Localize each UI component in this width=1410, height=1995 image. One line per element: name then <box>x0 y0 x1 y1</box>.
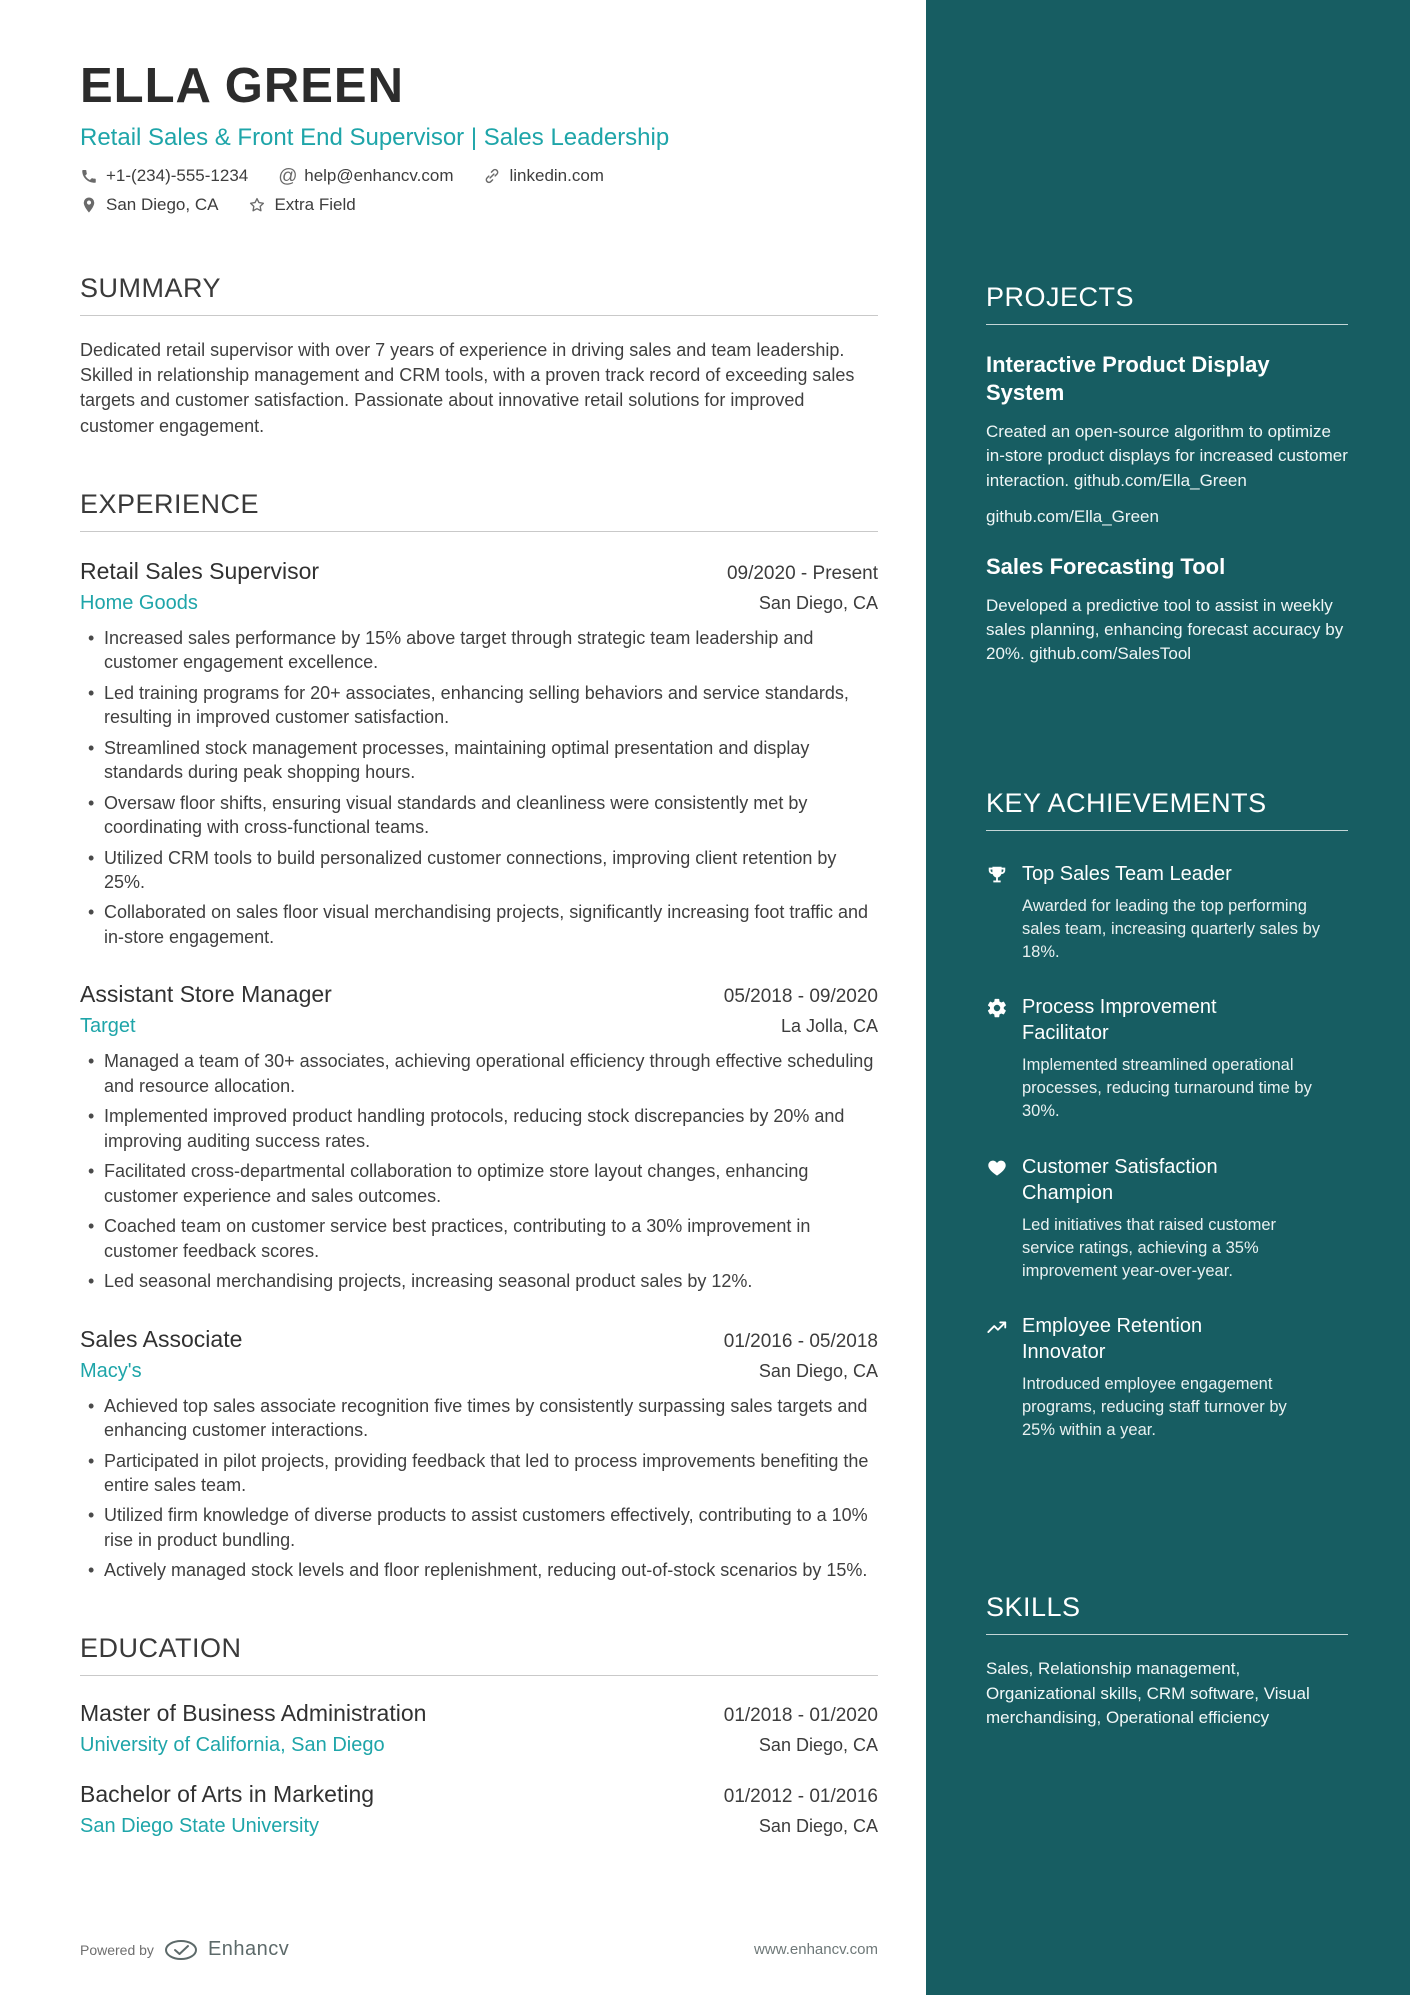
bullet-point: • Utilized firm knowledge of diverse products to assist customers effectively, contributing to a 10% rise in product bundling. <box>104 1503 878 1552</box>
education-heading: EDUCATION <box>80 1633 878 1676</box>
project-title: Interactive Product Display System <box>986 352 1270 406</box>
job-dates: 01/2016 - 05/2018 <box>723 1330 878 1352</box>
job-subheader-row <box>80 1015 878 1038</box>
project-link[interactable]: github.com/Ella_Green <box>986 506 1159 526</box>
job-dates: 05/2018 - 09/2020 <box>723 986 878 1008</box>
gear-icon <box>986 997 1008 1019</box>
link-text[interactable]: linkedin.com <box>509 166 604 185</box>
bullet-point: • Coached team on customer service best practices, contributing to a 30% improvement in customer feedback scores. <box>104 1214 878 1263</box>
skills-text: Sales, Relationship management, Organizational skills, CRM software, Visual merchandising, Operational efficiency <box>986 1659 1310 1728</box>
contact-location <box>80 195 218 215</box>
bullet-point: • Oversaw floor shifts, ensuring visual standards and cleanliness were consistently met by coordinating with cross-functional teams. <box>104 791 878 840</box>
school-name: University of California, San Diego <box>80 1733 385 1756</box>
job-location: San Diego, CA <box>758 592 878 613</box>
contact-email[interactable] <box>278 166 453 186</box>
bullet-point: • Facilitated cross-departmental collaboration to optimize store layout changes, enhancing customer experience and sales outcomes. <box>104 1159 878 1208</box>
company-name: Macy's <box>80 1359 142 1382</box>
bullet-point: • Led seasonal merchandising projects, increasing seasonal product sales by 12%. <box>104 1269 878 1293</box>
bullet-point: • Collaborated on sales floor visual merchandising projects, significantly increasing foot traffic and in-store engagement. <box>104 900 878 949</box>
achievement-entry <box>986 1154 1348 1283</box>
trending-up-icon <box>986 1316 1008 1338</box>
contact-info <box>80 166 878 215</box>
bullet-point: • Managed a team of 30+ associates, achieving operational efficiency through effective scheduling and resource allocation. <box>104 1049 878 1098</box>
education-entry <box>80 1700 878 1757</box>
project-entry <box>986 553 1348 667</box>
education-entry <box>80 1781 878 1838</box>
school-location: San Diego, CA <box>758 1734 878 1755</box>
extra-field-text: Extra Field <box>274 195 356 214</box>
email-text[interactable]: help@enhancv.com <box>304 166 454 185</box>
project-description: Developed a predictive tool to assist in weekly sales planning, enhancing forecast accuracy by 20%. github.com/SalesTool <box>986 595 1344 664</box>
job-subheader-row <box>80 1360 878 1383</box>
powered-by-group[interactable] <box>80 1938 289 1961</box>
project-entry <box>986 351 1348 527</box>
enhancv-wordmark: Enhancv <box>207 1938 290 1960</box>
job-bullet-list <box>80 1049 878 1293</box>
bullet-point: • Achieved top sales associate recognition five times by consistently surpassing sales targets and enhancing customer interactions. <box>104 1394 878 1443</box>
powered-by-label: Powered by <box>80 1941 154 1958</box>
job-bullet-list <box>80 626 878 950</box>
achievement-entry <box>986 861 1348 964</box>
job-title: Assistant Store Manager <box>80 981 332 1008</box>
education-section <box>80 1633 878 1838</box>
heart-icon <box>986 1157 1008 1179</box>
degree-subheader-row <box>80 1815 878 1838</box>
contact-row-2 <box>80 195 878 215</box>
achievement-description: Introduced employee engagement programs, reducing staff turnover by 25% within a year. <box>1022 1374 1287 1440</box>
summary-heading: SUMMARY <box>80 273 878 316</box>
link-icon <box>483 167 501 185</box>
job-title: Retail Sales Supervisor <box>80 557 320 584</box>
achievement-body <box>1022 861 1322 964</box>
bullet-point: • Streamlined stock management processes, maintaining optimal presentation and display standards during peak shopping hours. <box>104 736 878 785</box>
contact-link[interactable] <box>483 166 604 186</box>
job-bullet-list <box>80 1394 878 1583</box>
achievement-description: Implemented streamlined operational processes, reducing turnaround time by 30%. <box>1022 1056 1312 1121</box>
company-name: Target <box>80 1015 136 1038</box>
phone-text: +1-(234)-555-1234 <box>106 166 249 185</box>
bullet-point: • Actively managed stock levels and floor replenishment, reducing out-of-stock scenarios by 15%. <box>104 1558 878 1582</box>
achievement-title: Process Improvement Facilitator <box>1022 996 1217 1045</box>
trophy-icon <box>986 864 1008 886</box>
achievement-title: Customer Satisfaction Champion <box>1022 1155 1218 1204</box>
bullet-point: • Participated in pilot projects, providing feedback that led to process improvements benefiting the entire sales team. <box>104 1449 878 1498</box>
experience-heading: EXPERIENCE <box>80 489 878 532</box>
job-subheader-row <box>80 592 878 615</box>
job-location: La Jolla, CA <box>780 1016 878 1037</box>
school-location: San Diego, CA <box>758 1815 878 1836</box>
candidate-title: Retail Sales & Front End Supervisor | Sales Leadership <box>80 124 670 151</box>
achievement-description: Led initiatives that raised customer service ratings, achieving a 35% improvement year-over-year. <box>1022 1215 1277 1280</box>
degree-dates: 01/2018 - 01/2020 <box>723 1704 878 1726</box>
achievement-body <box>1022 994 1322 1123</box>
project-title: Sales Forecasting Tool <box>986 553 1226 579</box>
contact-phone <box>80 166 248 186</box>
company-name: Home Goods <box>80 591 198 614</box>
phone-icon <box>80 167 98 185</box>
experience-entry <box>80 981 878 1293</box>
achievement-title: Top Sales Team Leader <box>1022 863 1232 885</box>
summary-section <box>80 273 878 439</box>
experience-section <box>80 489 878 1583</box>
achievement-title: Employee Retention Innovator <box>1022 1314 1203 1363</box>
job-location: San Diego, CA <box>758 1360 878 1381</box>
project-description: Created an open-source algorithm to optimize in-store product displays for increased customer interaction. github.com/Ella_Green <box>986 422 1348 490</box>
degree-title: Master of Business Administration <box>80 1699 427 1726</box>
enhancv-logo <box>164 1939 198 1961</box>
degree-title: Bachelor of Arts in Marketing <box>80 1780 375 1807</box>
key-achievements-heading: KEY ACHIEVEMENTS <box>986 788 1348 831</box>
location-pin-icon <box>80 196 98 214</box>
resume-header <box>80 58 878 215</box>
achievement-description: Awarded for leading the top performing sales team, increasing quarterly sales by 18%. <box>1022 897 1321 962</box>
footer-website[interactable]: www.enhancv.com <box>754 1941 878 1958</box>
candidate-name: ELLA GREEN <box>80 59 404 113</box>
skills-heading: SKILLS <box>986 1592 1348 1635</box>
projects-section <box>986 282 1348 666</box>
school-name: San Diego State University <box>80 1814 320 1837</box>
star-icon <box>248 196 266 214</box>
experience-entry <box>80 558 878 950</box>
experience-entry <box>80 1326 878 1583</box>
job-dates: 09/2020 - Present <box>726 562 878 584</box>
contact-extra-field <box>248 195 355 215</box>
key-achievements-section <box>986 788 1348 1442</box>
degree-dates: 01/2012 - 01/2016 <box>723 1785 878 1807</box>
job-title: Sales Associate <box>80 1325 243 1352</box>
bullet-point: • Led training programs for 20+ associates, enhancing selling behaviors and service standards, resulting in improved customer satisfaction. <box>104 681 878 730</box>
projects-heading: PROJECTS <box>986 282 1348 325</box>
contact-row-1 <box>80 166 878 186</box>
summary-text: Dedicated retail supervisor with over 7 years of experience in driving sales and team leadership. Skilled in relationship management and CRM tools, with a proven track record of exceeding sales targets and customer satisfaction. Passionate about innovative retail solutions for improved customer engagement. <box>80 340 855 436</box>
bullet-point: • Increased sales performance by 15% above target through strategic team leadership and customer engagement excellence. <box>104 626 878 675</box>
job-header-row <box>80 1326 878 1353</box>
job-header-row <box>80 558 878 585</box>
at-icon: @ <box>278 166 298 187</box>
achievement-entry <box>986 994 1348 1123</box>
degree-header-row <box>80 1700 878 1727</box>
skills-section <box>986 1592 1348 1731</box>
location-text: San Diego, CA <box>106 195 219 214</box>
bullet-point: • Utilized CRM tools to build personalized customer connections, improving client retention by 25%. <box>104 846 878 895</box>
achievement-entry <box>986 1313 1348 1442</box>
achievement-body <box>1022 1313 1322 1442</box>
degree-subheader-row <box>80 1734 878 1757</box>
degree-header-row <box>80 1781 878 1808</box>
job-header-row <box>80 981 878 1008</box>
achievement-body <box>1022 1154 1322 1283</box>
bullet-point: • Implemented improved product handling protocols, reducing stock discrepancies by 20% and improving auditing success rates. <box>104 1104 878 1153</box>
page-footer <box>80 1938 878 1961</box>
resume-sidebar <box>926 0 1410 1995</box>
